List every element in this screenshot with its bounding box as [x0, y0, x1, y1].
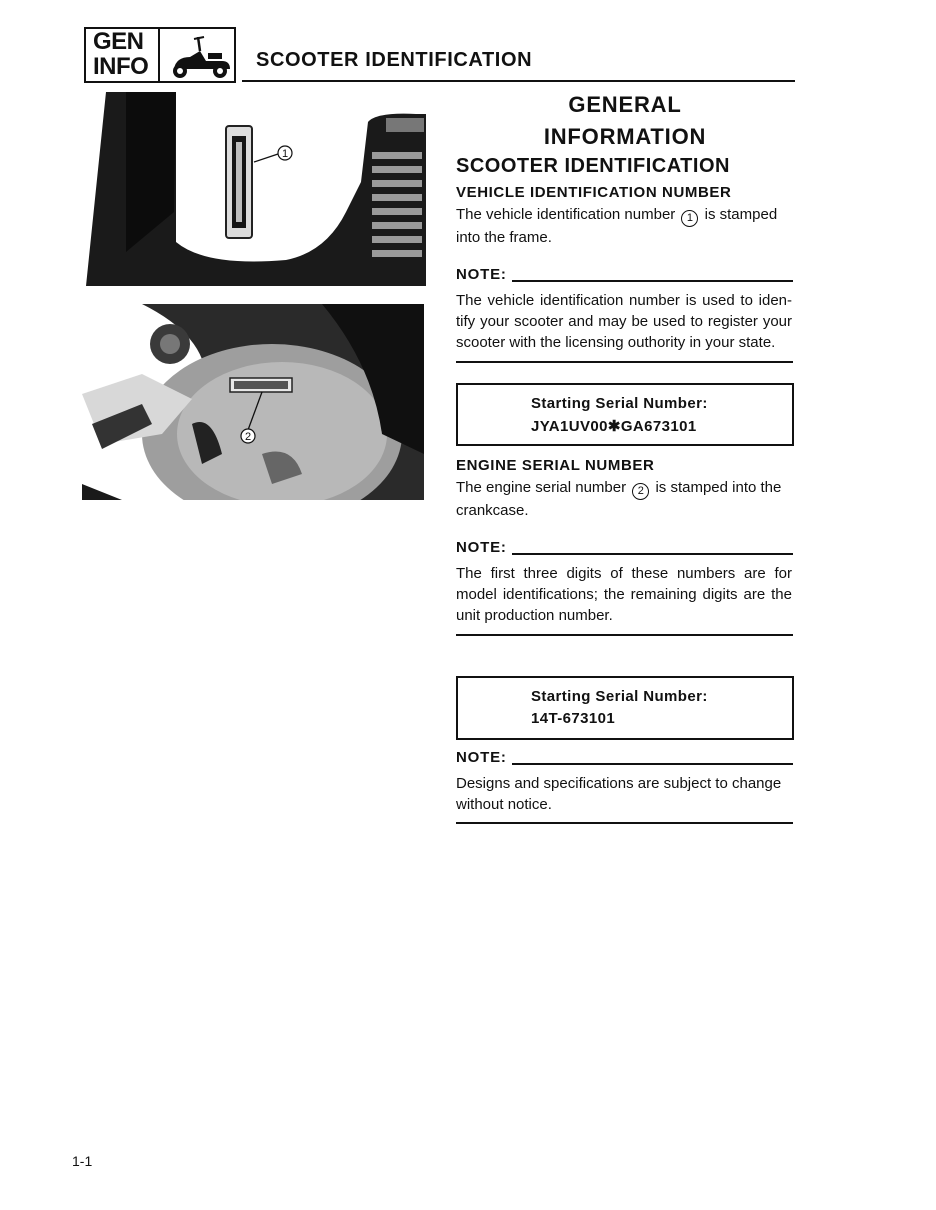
serial-label: Starting Serial Number: [531, 395, 708, 412]
scooter-icon [164, 31, 234, 81]
engine-serial-box [456, 676, 794, 740]
tab-line-info: INFO [93, 53, 149, 80]
final-note-header [456, 749, 794, 769]
engine-note-end-rule [456, 634, 793, 636]
main-title-line1: GENERAL [568, 92, 682, 117]
page-number: 1-1 [72, 1153, 93, 1169]
header-title: SCOOTER IDENTIFICATION [256, 49, 533, 71]
vin-note-end-rule [456, 361, 793, 363]
engine-text-line2: crankcase. [456, 502, 529, 519]
vin-text-after: is stamped [704, 206, 778, 223]
main-title-line2: INFORMATION [543, 124, 707, 149]
engine-note-text: The first three digits of these numbers are for model identifications; the remaining digits are the unit production number. [456, 565, 792, 624]
main-title [456, 89, 794, 153]
vin-heading: VEHICLE IDENTIFICATION NUMBER [456, 184, 732, 201]
engine-description [456, 477, 794, 521]
section-tab-text [90, 29, 160, 81]
section-tab [84, 27, 236, 83]
engine-heading: ENGINE SERIAL NUMBER [456, 457, 655, 474]
engine-serial-location-photo [82, 304, 424, 500]
ref-number-1: 1 [681, 210, 698, 227]
vin-description [456, 204, 794, 248]
tab-line-gen: GEN [93, 28, 144, 55]
final-note-text: Designs and specifications are subject to change without notice. [456, 775, 782, 813]
note-rule [512, 553, 793, 555]
note-label: NOTE: [456, 539, 507, 556]
note-rule [512, 280, 793, 282]
engine-text-before: The engine serial number [456, 479, 627, 496]
vin-note-text: The vehicle identification number is used to iden- tify your scooter and may be used to register your scooter with the licensing outhority in your state. [456, 292, 792, 351]
serial-label: Starting Serial Number: [531, 688, 708, 705]
vin-note-header [456, 266, 794, 286]
note-rule [512, 763, 793, 765]
vin-location-photo [86, 92, 426, 286]
vin-text-line2: into the frame. [456, 229, 552, 246]
photo1-callout: 1 [281, 148, 289, 160]
final-note-end-rule [456, 822, 793, 824]
header-rule [242, 80, 795, 82]
engine-note-header [456, 539, 794, 559]
photo2-callout: 2 [244, 431, 252, 443]
serial-value: 14T-673101 [531, 710, 616, 727]
vin-text-before: The vehicle identification number [456, 206, 676, 223]
serial-value: JYA1UV00✱GA673101 [531, 418, 697, 435]
vin-serial-box [456, 383, 794, 446]
note-label: NOTE: [456, 266, 507, 283]
note-label: NOTE: [456, 749, 507, 766]
section-title: SCOOTER IDENTIFICATION [456, 155, 730, 177]
ref-number-2: 2 [632, 483, 649, 500]
engine-text-after: is stamped into the [655, 479, 782, 496]
